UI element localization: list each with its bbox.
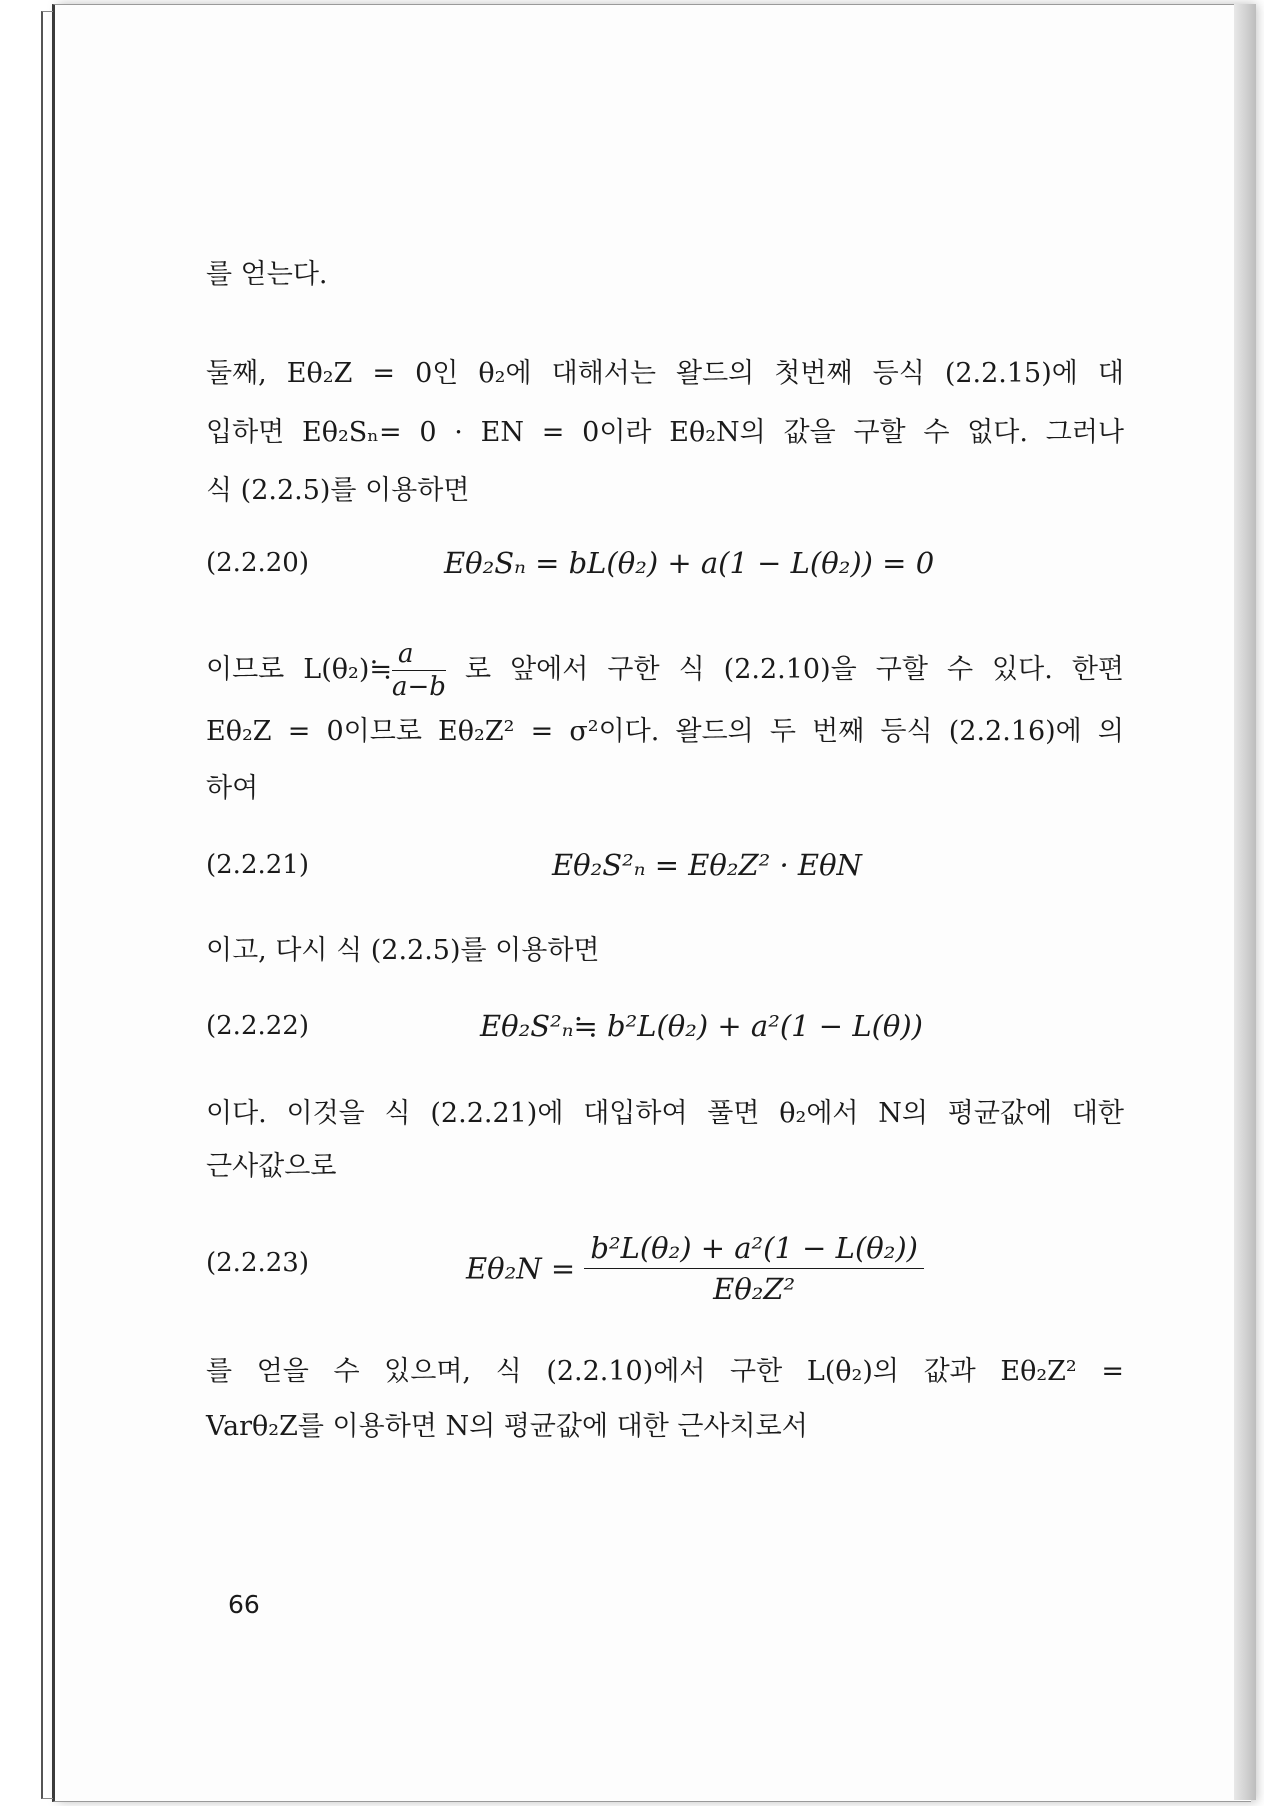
page-number: 66 bbox=[228, 1590, 260, 1619]
fraction-denominator: Eθ₂Z² bbox=[713, 1272, 796, 1306]
text-segment: 로 앞에서 구한 식 (2.2.10)을 구할 수 있다. 한편 bbox=[464, 654, 1124, 685]
equation-number: (2.2.23) bbox=[206, 1248, 309, 1278]
text-line: 근사값으로 bbox=[206, 1151, 337, 1182]
text-line: 를 얻는다. bbox=[206, 259, 328, 290]
fraction-denominator: a−b bbox=[391, 672, 446, 702]
equation: Eθ₂S²ₙ≒ b²L(θ₂) + a²(1 − L(θ)) bbox=[480, 1009, 923, 1043]
text-line: 를 얻을 수 있으며, 식 (2.2.10)에서 구한 L(θ₂)의 값과 Eθ₂Z² = bbox=[206, 1356, 1124, 1387]
equation-lhs: Eθ₂N = bbox=[466, 1251, 576, 1286]
equation-number: (2.2.20) bbox=[206, 548, 309, 578]
equation: Eθ₂S²ₙ = Eθ₂Z² · EθN bbox=[552, 848, 862, 882]
fraction-numerator: b²L(θ₂) + a²(1 − L(θ₂)) bbox=[584, 1230, 924, 1269]
page-edge bbox=[1234, 4, 1256, 1800]
text-line: Varθ₂Z를 이용하면 N의 평균값에 대한 근사치로서 bbox=[206, 1411, 808, 1442]
equation-number: (2.2.22) bbox=[206, 1011, 309, 1041]
text-line: 입하면 Eθ₂Sₙ= 0 · EN = 0이라 Eθ₂N의 값을 구할 수 없다. 그러나 bbox=[206, 417, 1124, 448]
text-line: Eθ₂Z = 0이므로 Eθ₂Z² = σ²이다. 왈드의 두 번째 등식 (2.2.16)에 의 bbox=[206, 716, 1124, 747]
equation-fraction bbox=[584, 1230, 924, 1307]
fraction-numerator: a bbox=[392, 640, 446, 671]
text-segment: 이므로 L(θ₂)≒ bbox=[206, 654, 392, 685]
equation bbox=[466, 1230, 924, 1307]
equation-number: (2.2.21) bbox=[206, 850, 309, 880]
text-line: 이다. 이것을 식 (2.2.21)에 대입하여 풀면 θ₂에서 N의 평균값에 대한 bbox=[206, 1098, 1124, 1129]
text-line: 식 (2.2.5)를 이용하면 bbox=[206, 475, 470, 506]
text-line: 이고, 다시 식 (2.2.5)를 이용하면 bbox=[206, 935, 600, 966]
text-line: 둘째, Eθ₂Z = 0인 θ₂에 대해서는 왈드의 첫번째 등식 (2.2.15)에 대 bbox=[206, 358, 1124, 389]
text-line: 하여 bbox=[206, 773, 259, 804]
equation: Eθ₂Sₙ = bL(θ₂) + a(1 − L(θ₂)) = 0 bbox=[444, 546, 935, 580]
inline-fraction bbox=[392, 640, 446, 701]
text-line bbox=[206, 640, 1124, 701]
